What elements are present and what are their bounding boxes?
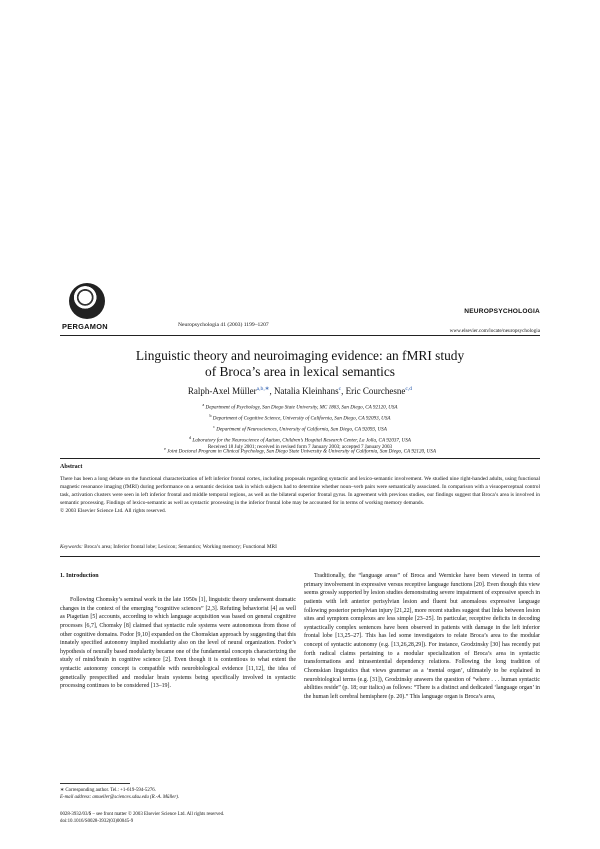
issn-line: 0028-3932/03/$ – see front matter © 2003 Elsevier Science Ltd. All rights reserved. (60, 812, 225, 817)
doi-line: doi:10.1016/S0028-3932(03)00045-9 (60, 818, 134, 824)
keywords-text: Broca’s area; Inferior frontal lobe; Lexicon; Semantics; Working memory; Functional MRI (84, 544, 277, 550)
header-rule (60, 335, 540, 336)
body-paragraph: Following Chomsky’s seminal work in the late 1950s [1], linguistic theory underwent dramatic changes in the context of the emerging “cognitive sciences” [2,3]. Refuting behaviorist [4] as well as Piagetian [5] accounts, according to which language acquisition was based on general cognitive processes [6,7], Chomsky [8] claimed that syntactic rule systems were autonomous from those of other cognitive domains. Fodor [9,10] expanded on the Chomskian approach by suggesting that this innately specified autonomy implied modularity also on the level of neural organization. Fodor’s hypothesis of neurally based modularity became one of the fundamental concepts characterizing the study of mind/brain in cognitive science [2]. Even though it is contentious to what extent the syntactic autonomy concept is compatible with neurobiological evidence [11,12], the idea of genetically prespecified and modular brain systems being specifically involved in syntactic processing continues to be considered [13–19]. (60, 597, 296, 690)
issn-info (60, 812, 224, 826)
section-heading: 1. Introduction (60, 573, 99, 579)
publisher-name: PERGAMON (62, 322, 108, 331)
abstract-heading: Abstract (60, 464, 83, 470)
affiliation: $^b$ Department of Cognitive Science, University of California, San Diego, CA 92093, USA (209, 412, 391, 422)
journal-url[interactable]: www.elsevier.com/locate/neuropsychologia (449, 328, 540, 334)
body-column-left (60, 596, 296, 691)
author-marks[interactable]: c,d (405, 386, 413, 392)
keywords-label: Keywords: (60, 544, 83, 550)
abstract-body (60, 476, 540, 516)
journal-citation: Neuropsychologia 41 (2003) 1199–1207 (178, 322, 269, 328)
title-line-2: of Broca’s area in lexical semantics (205, 364, 395, 379)
title-line-1: Linguistic theory and neuroimaging evidence: an fMRI study (135, 348, 465, 363)
author-name: Eric Courchesne (345, 386, 406, 396)
publisher-logo (62, 283, 112, 331)
abstract-top-rule (60, 458, 540, 459)
author-name: Ralph-Axel Müller (187, 386, 257, 396)
footnote-rule (60, 783, 130, 784)
footnote (60, 787, 179, 801)
body-column-right (304, 572, 540, 701)
author-marks[interactable]: a,b,∗ (256, 386, 270, 392)
footnote-email: E-mail address: amueller@sciences.sdsu.edu (R.-A. Müller). (60, 795, 180, 800)
affiliation: $^c$ Department of Neurosciences, University of California, San Diego, CA 92093, USA (213, 423, 387, 433)
affiliation: $^a$ Department of Psychology, San Diego State University, MC 1863, San Diego, CA 92120, USA (202, 402, 398, 411)
abstract-text: There has been a long debate on the functional characterization of left inferior frontal cortex, including proposals regarding syntactic and lexico-semantic involvement. We studied nine right-handed adults, using functional magnetic resonance imaging (fMRI) during performance on a semantic decision task in which subjects had to determine whether noun–verb pairs were semantically associated. In comparison with a visuoperceptual control task, activation clusters were seen in left inferior frontal and middle temporal regions, as well as the bilateral superior frontal gyrus. In agreement with previous studies, our findings suggest that Broca’s area is involved in semantic processing. Findings of lexico-semantic as well as syntactic processing in the inferior frontal lobe may be accounted for in terms of working memory demands. (60, 476, 540, 506)
author-marks[interactable]: c (338, 386, 342, 392)
publisher-emblem-icon (69, 283, 105, 319)
abstract-bottom-rule (60, 556, 540, 557)
affiliation: $^d$ Laboratory for the Neuroscience of Autism, Children’s Hospital Research Center, La Jolla, CA 92037, USA (189, 434, 411, 444)
article-title (60, 348, 540, 380)
abstract-copyright: © 2003 Elsevier Science Ltd. All rights reserved. (60, 507, 167, 514)
footnote-corresponding: ∗ Corresponding author. Tel.: +1-619-594-5276. (60, 788, 156, 793)
received-dates: Received 18 July 2001; received in revised form 7 January 2003; accepted 7 January 2003 (207, 444, 393, 450)
journal-brand: NEUROPSYCHOLOGIA (464, 308, 540, 315)
author-list: Ralph-Axel Müller$^{a,b,∗}$, Natalia Kleinhans$^c$, Eric Courchesne$^{c,d}$ (187, 386, 413, 396)
author-name: Natalia Kleinhans (273, 386, 339, 396)
affiliation: $^e$ Joint Doctoral Program in Clinical Psychology, San Diego State University & University of California, San Diego, CA 92120, USA (164, 445, 436, 455)
keywords (60, 544, 540, 550)
body-paragraph: Traditionally, the “language areas” of Broca and Wernicke have been viewed in terms of primary involvement in expressive versus receptive language functions [20]. Even though this view seems grossly supported by lesion studies demonstrating severe impairment of expressive speech in patients with left anterior perisylvian lesion and fluent but anomalous expressive language following posterior perisylvian injury [21,22], more recent studies suggest that links between lesion sites and symptom complexes are less simple [23–25]. In particular, receptive deficits in decoding syntactically complex sentences have been observed in patients with damage in the left inferior frontal lobe [13,25–27]. This has led some investigators to relate Broca’s area to the modular concept of syntactic autonomy (e.g. [13,26,28,29]). For instance, Grodzinsky [30] has recently put forth radical claims pertaining to a modular specialization of Broca’s area in syntactic transformations and intrasentential dependency relations. Following the long tradition of Chomskian linguistics that views grammar as a ‘mental organ’, ultimately to be explained in neurobiological terms (e.g. [31]), Grodzinsky answers the question of “where . . . human syntactic abilities reside” (p. 18; our italics) as follows: “There is a distinct and dedicated ‘language organ’ in the human left cerebral hemisphere (p. 20).” This language organ is Broca’s area, (304, 573, 540, 700)
